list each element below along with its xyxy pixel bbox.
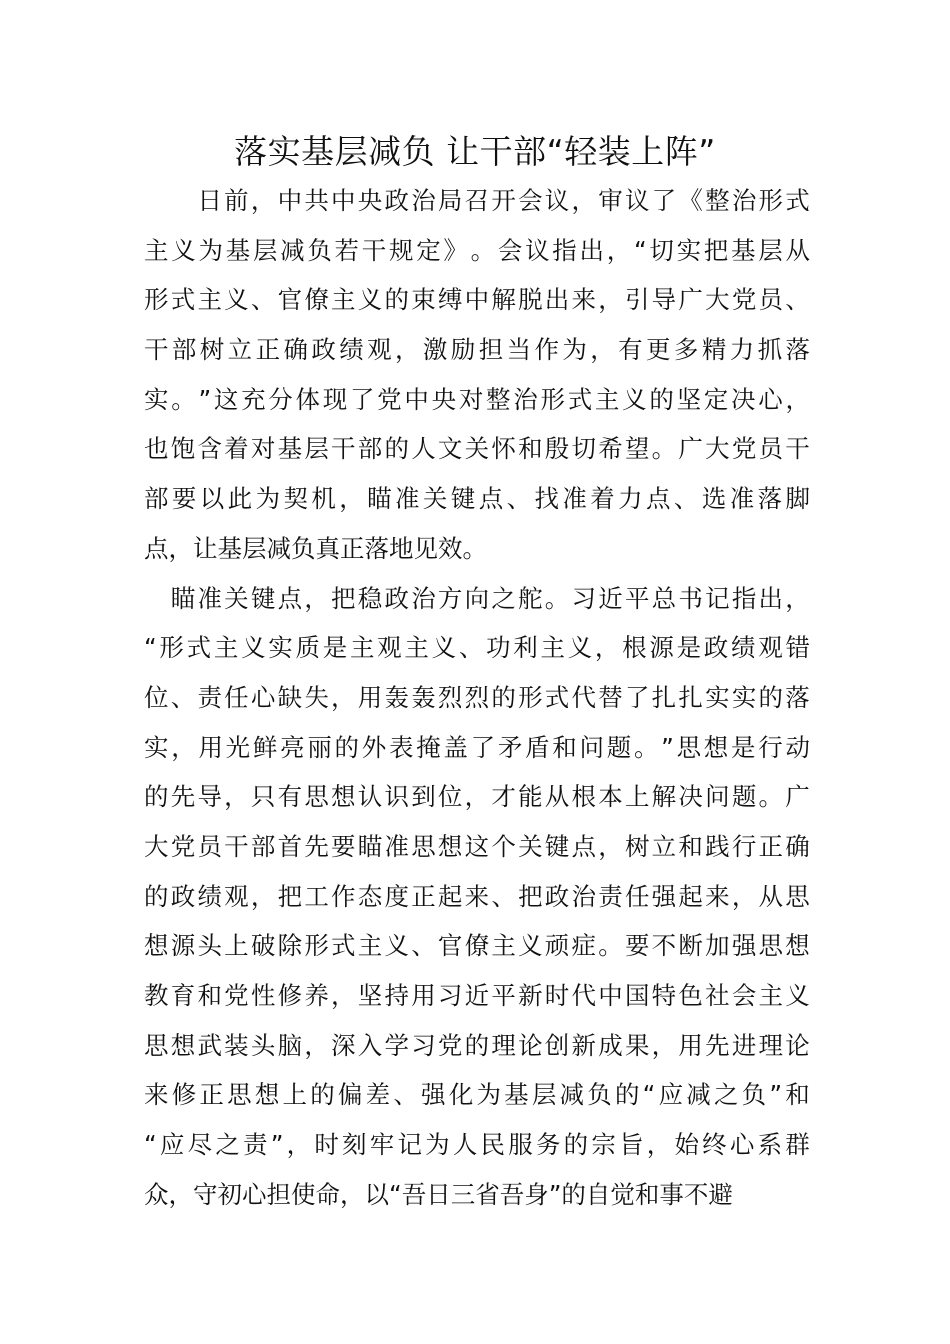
text-line: 的 先 导 ， 只 有 思 想 认 识 到 位 ， 才 能 从 根 本 上 解 决 问 题 。 广 <box>144 782 810 812</box>
text-line: 大 党 员 干 部 首 先 要 瞄 准 思 想 这 个 关 键 点 ， 树 立 和 践 行 正 确 <box>144 831 810 861</box>
text-line: 部 要 以 此 为 契 机 ， 瞄 准 关 键 点 、 找 准 着 力 点 、 选 准 落 脚 <box>144 484 810 514</box>
text-line: 也 饱 含 着 对 基 层 干 部 的 人 文 关 怀 和 殷 切 希 望 。 广 大 党 员 干 <box>144 434 810 464</box>
document-title: 落实基层减负 让干部“轻装上阵” <box>234 132 716 171</box>
text-line: “ 应 尽 之 责 ” ， 时 刻 牢 记 为 人 民 服 务 的 宗 旨 ， 始 终 心 系 群 <box>144 1130 810 1160</box>
text-line: 来 修 正 思 想 上 的 偏 差 、 强 化 为 基 层 减 负 的 “ 应 减 之 负 ” 和 <box>144 1080 810 1110</box>
text-line: 实 ， 用 光 鲜 亮 丽 的 外 表 掩 盖 了 矛 盾 和 问 题 。 ” 思 想 是 行 动 <box>144 732 810 762</box>
text-line: 的 政 绩 观 ， 把 工 作 态 度 正 起 来 、 把 政 治 责 任 强 起 来 ， 从 思 <box>144 881 810 911</box>
text-line: 位 、 责 任 心 缺 失 ， 用 轰 轰 烈 烈 的 形 式 代 替 了 扎 扎 实 实 的 落 <box>144 682 810 712</box>
text-line: 想 源 头 上 破 除 形 式 主 义 、 官 僚 主 义 顽 症 。 要 不 断 加 强 思 想 <box>144 931 810 961</box>
text-line: 点 ， 让 基 层 减 负 真 正 落 地 见 效 。 <box>144 533 487 563</box>
text-line: 干 部 树 立 正 确 政 绩 观 ， 激 励 担 当 作 为 ， 有 更 多 精 力 抓 落 <box>144 335 810 365</box>
text-line: 教 育 和 党 性 修 养 ， 坚 持 用 习 近 平 新 时 代 中 国 特 色 社 会 主 义 <box>144 981 810 1010</box>
document-body <box>144 176 810 1219</box>
text-line: 思 想 武 装 头 脑 ， 深 入 学 习 党 的 理 论 创 新 成 果 ， 用 先 进 理 论 <box>144 1030 810 1060</box>
text-line: 实 。 ” 这 充 分 体 现 了 党 中 央 对 整 治 形 式 主 义 的 坚 定 决 心 ， <box>144 384 810 414</box>
text-line: “ 形 式 主 义 实 质 是 主 观 主 义 、 功 利 主 义 ， 根 源 是 政 绩 观 错 <box>144 633 810 663</box>
text-line: 形 式 主 义 、 官 僚 主 义 的 束 缚 中 解 脱 出 来 ， 引 导 广 大 党 员 、 <box>144 285 810 315</box>
text-line: 主 义 为 基 层 减 负 若 干 规 定 》 。 会 议 指 出 ， “ 切 实 把 基 层 从 <box>144 235 810 265</box>
text-line: 众 ， 守 初 心 担 使 命 ， 以 “ 吾 日 三 省 吾 身 ” 的 自 觉 和 事 不 避 <box>144 1179 733 1209</box>
text-line: 瞄 准 关 键 点 ， 把 稳 政 治 方 向 之 舵 。 习 近 平 总 书 记 指 出 ， <box>170 583 810 613</box>
text-line: 日 前 ， 中 共 中 央 政 治 局 召 开 会 议 ， 审 议 了 《 整 治 形 式 <box>197 186 810 215</box>
